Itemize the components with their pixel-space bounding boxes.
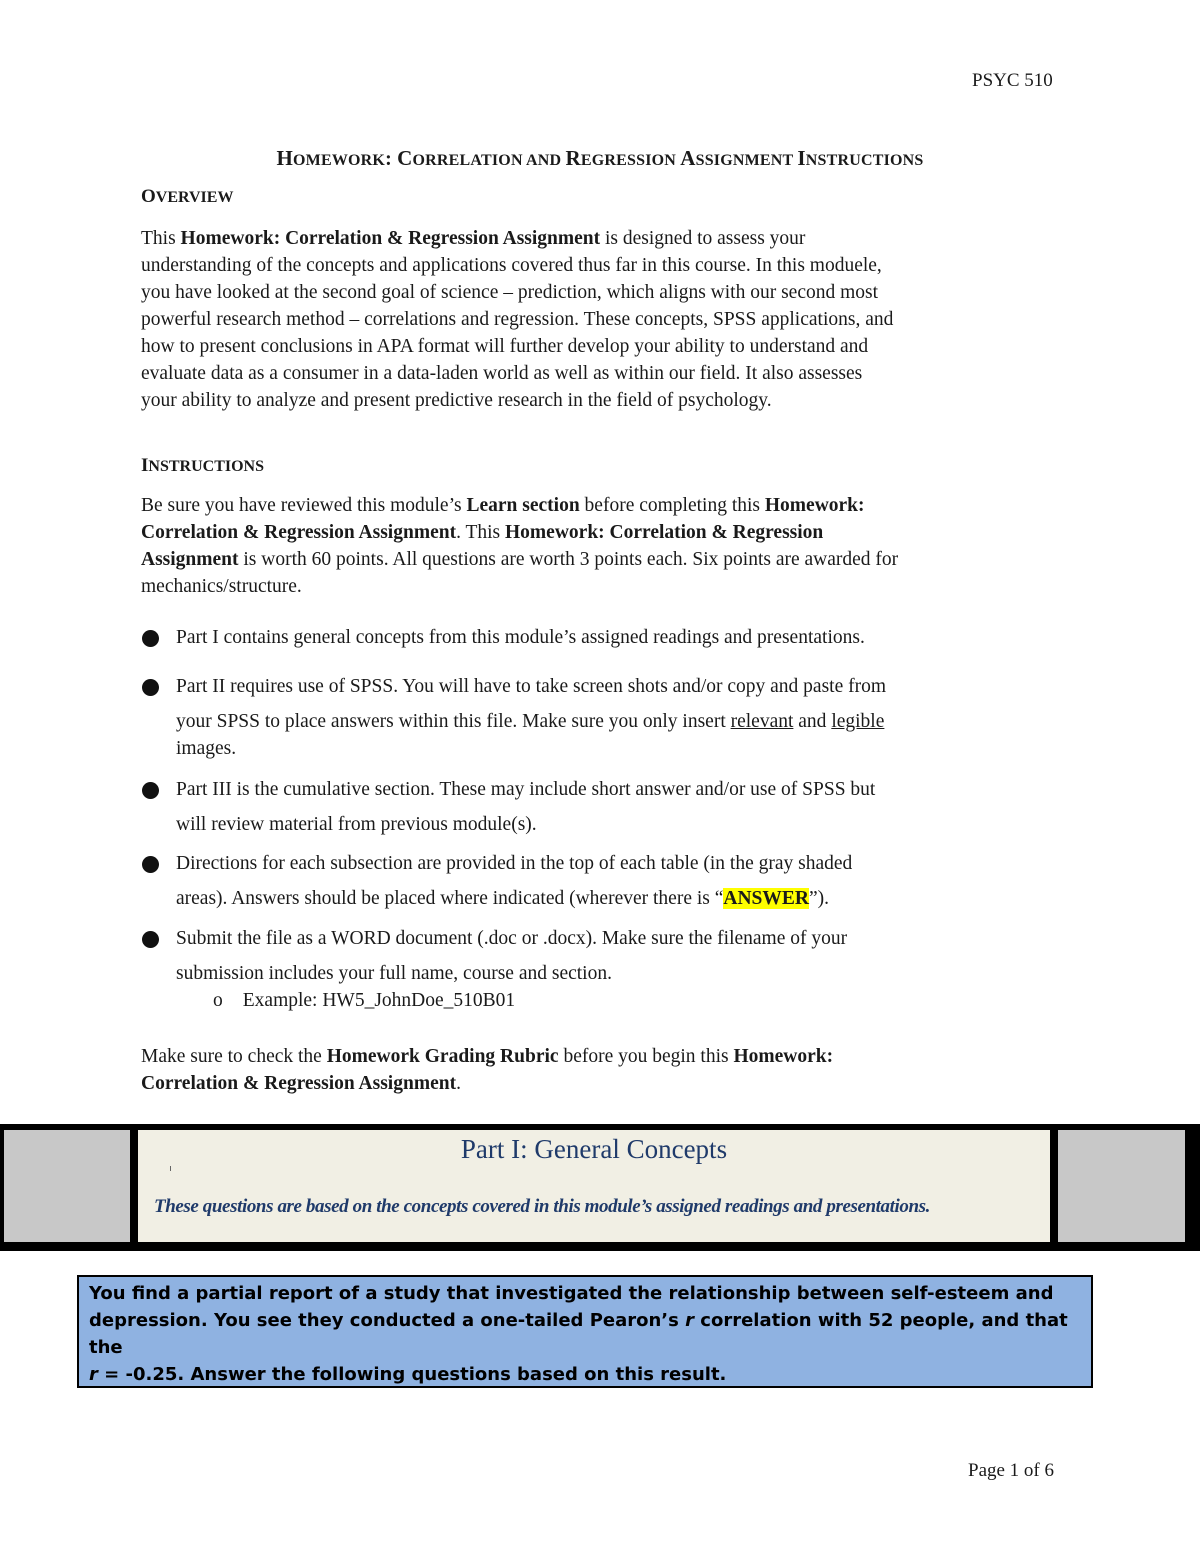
header-course: PSYC 510: [972, 70, 1053, 91]
bullet-icon: [142, 782, 159, 799]
banner-left-cell: [4, 1130, 130, 1242]
overview-paragraph: This Homework: Correlation & Regression Assignment is designed to assess your understanding of the concepts and applications covered thus far in this course. In this moduele, you have looked at the second goal of science – prediction, which aligns with our second most powerful research method – correlations and regression. These concepts, SPSS applications, and how to present conclusions in APA format will further develop your ability to understand and evaluate data as a consumer in a data-laden world as well as within our field. It also assesses your ability to analyze and present predictive research in the field of psychology.: [141, 228, 894, 411]
instructions-paragraph: Be sure you have reviewed this module’s Learn section before completing this Homework: Correlation & Regression Assignment. This Homework: Correlation & Regression Assignment is worth 60 points. All questions are worth 3 points each. Six points are awarded for mechanics/structure.: [141, 495, 899, 597]
bullet-icon: [142, 630, 159, 647]
banner-right-cell: [1058, 1130, 1185, 1242]
bullet-icon: [142, 679, 159, 696]
sub-bullet-example: o Example: HW5_JohnDoe_510B01: [213, 990, 516, 1011]
part1-title: Part I: General Concepts: [460, 1134, 728, 1164]
page-title: HOMEWORK: CORRELATION AND REGRESSION ASSIGNMENT INSTRUCTIONS: [276, 146, 924, 170]
answer-highlight: ANSWER: [723, 888, 809, 909]
small-mark: [170, 1166, 171, 1171]
question-box: [77, 1275, 1093, 1388]
part1-banner-table: [0, 1124, 1200, 1251]
overview-heading: OVERVIEW: [141, 186, 234, 207]
question-text: You find a partial report of a study that investigated the relationship between self-esteem and depression. You see they conducted a one-tailed Pearon’s r correlation with 52 people, and that the r = -0.25. Answer the following questions based on this result.: [89, 1283, 1068, 1385]
part1-subtitle: These questions are based on the concepts covered in this module’s assigned readings and presentations.: [154, 1196, 931, 1217]
page-number: Page 1 of 6: [968, 1460, 1055, 1481]
rubric-paragraph: Make sure to check the Homework Grading Rubric before you begin this Homework: Correlation & Regression Assignment.: [141, 1046, 834, 1094]
banner-center-cell: [138, 1130, 1050, 1242]
bullet-icon: [142, 856, 159, 873]
bullet-icon: [142, 931, 159, 948]
instructions-heading: INSTRUCTIONS: [141, 455, 264, 476]
